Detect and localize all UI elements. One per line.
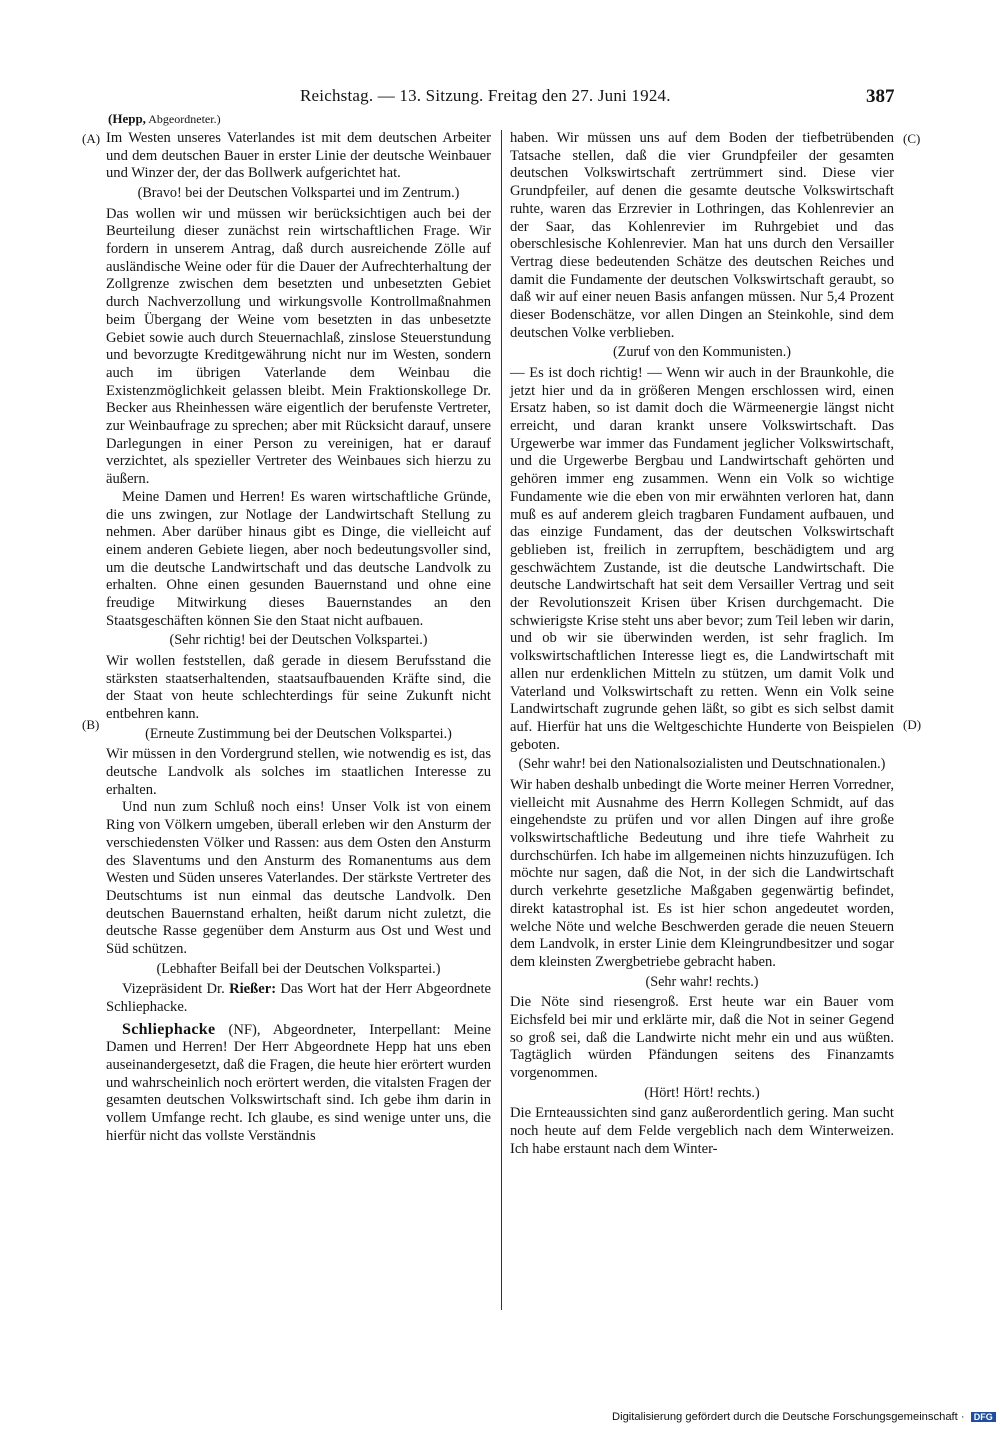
- right-paragraph-4: Die Nöte sind riesengroß. Erst heute war ein Bauer vom Eichsfeld bei mir und erklärte mir, daß die Not in seiner Gegend so groß sei, daß die Landwirte nicht mehr ein und aus wüßten. Tagtäglich würden Pfändungen seitens des Finanzamts vorgenommen.: [510, 994, 894, 1081]
- speaker-speech: (NF), Abgeordneter, Interpellant: Meine Damen und Herren! Der Herr Abgeordnete Hepp hat uns eben auseinandergesetzt, daß die Fragen, die heute hier erörtert wurden und wahrscheinlich noch erörtert werden, die vitalsten Fragen der gesamten deutschen Volkswirtschaft sind. Ich gebe ihm darin in vollem Umfange recht. Ich glaube, es sind wenige unter uns, die hierfür nicht das vollste Verständnis: [106, 1021, 491, 1144]
- left-paragraph-3: Meine Damen und Herren! Es waren wirtschaftliche Gründe, die uns zwingen, zur Notlage der Landwirtschaft Stellung zu nehmen. Aber darüber hinaus gibt es Dinge, die vielleicht auf einem anderen Gebiete liegen, aber noch bedeutungsvoller sind, um die deutsche Landwirtschaft und das deutsche Landvolk zu erhalten. Ohne einen gesunden Bauernstand und ohne eine freudige Mitwirkung dieses Bauernstandes an den Staatsgeschäften können Sie den Staat nicht aufbauen.: [106, 488, 491, 629]
- speaker-note-name: (Hepp,: [108, 111, 146, 126]
- left-interjection-3: (Erneute Zustimmung bei der Deutschen Volkspartei.): [145, 725, 452, 742]
- running-speaker-note: [108, 111, 221, 127]
- left-paragraph-2: Das wollen wir und müssen wir berücksichtigen auch bei der Beurteilung dieser zunächst rein wirtschaftlichen Frage. Wir fordern in unserem Antrag, daß durch ausreichende Zölle auf ausländische Weine oder für die Dauer der Aufrechterhaltung der Zollgrenze zwischen dem besetzten und unbesetzten Gebiet durch Nachverzollung und wirkungsvolle Kontrollmaßnahmen beim Übergang der Weine vom besetzten in das unbesetzte Gebiet sowie auch durch Steuernachlaß, zinslose Steuerstundung und bevorzugte Kreditgewährung nicht nur im Westen, sondern auch im übrigen Vaterlande dem Weinbau die Existenzmöglichkeit gelassen bleibt. Mein Fraktionskollege Dr. Becker aus Rheinhessen wäre eigentlich der berufenste Vertreter, zur Weinbaufrage zu sprechen; aber mit Rücksicht darauf, unsere Darlegungen in einer Person zu vereinigen, hat er darauf verzichtet, als spezieller Vertreter des Weinbaues sich hierzu zu äußern.: [106, 205, 491, 488]
- left-interjection-4: (Lebhafter Beifall bei der Deutschen Volkspartei.): [156, 960, 441, 977]
- margin-letter-d: (D): [903, 717, 922, 732]
- right-paragraph-5: Die Ernteaussichten sind ganz außerordentlich gering. Man sucht noch heute auf dem Felde vergeblich nach dem Winterweizen. Ich habe erstaunt nach dem Winter-: [510, 1105, 894, 1157]
- right-paragraph-3: Wir haben deshalb unbedingt die Worte meiner Herren Vorredner, vielleicht mit Ausnahme des Herrn Kollegen Schmidt, auf das eingehendste zu prüfen und vor allen Dingen auf ihre große volkswirtschaftliche Bedeutung und ihre tiefe Wahrheit zu durchschürfen. Ich habe im allgemeinen nichts hinzuzufügen. Ich möchte nur sagen, daß die Not, in der sich die Landwirtschaft durch verkehrte gesetzliche Maßgaben gegenwärtig befindet, direkt katastrophal ist. Es ist hier schon angedeutet worden, welche Nöte und welche Beschwerden gerade die neuen Steuern dem Landvolk, in erster Linie dem Kleingrundbesitzer und sogar dem kleinsten Zwergbetriebe gebracht haben.: [510, 776, 894, 970]
- left-paragraph-7: [106, 981, 491, 1016]
- dfg-logo: DFG: [971, 1412, 996, 1422]
- margin-letter-a: (A): [82, 131, 101, 146]
- right-interjection-4: (Hört! Hört! rechts.): [644, 1084, 760, 1101]
- left-column: [106, 130, 491, 1146]
- vice-president-name: Rießer:: [229, 981, 277, 998]
- column-divider: [501, 130, 502, 1310]
- left-paragraph-4: Wir wollen feststellen, daß gerade in diesem Berufsstand die stärksten staatserhaltenden, staatsaufbauenden Kräfte sind, die der Staat von heute schlechterdings für seine Zukunft nicht entbehren kann.: [106, 652, 491, 723]
- right-column: [510, 130, 894, 1158]
- right-interjection-1: (Zuruf von den Kommunisten.): [612, 344, 792, 361]
- left-paragraph-8: [106, 1021, 491, 1146]
- left-paragraph-6: Und nun zum Schluß noch eins! Unser Volk ist von einem Ring von Völkern umgeben, überall erleben wir den Ansturm der verschiedensten Völker und Rassen: aus dem Osten den Ansturm des Slaventums und den Ansturm des Romanentums aus dem Westen und Süden unseres Vaterlandes. Der stärkste Vertreter des Deutschtums ist nun einmal das deutsche Landvolk. Den deutschen Bauernstand erhalten, heißt darum nicht zuletzt, die deutsche Rasse gegenüber dem Ansturm aus Ost und West und Süd schützen.: [106, 799, 491, 958]
- right-interjection-2: (Sehr wahr! bei den Nationalsozialisten und Deutschnationalen.): [518, 756, 886, 773]
- right-interjection-3: (Sehr wahr! rechts.): [645, 973, 759, 990]
- left-paragraph-5: Wir müssen in den Vordergrund stellen, wie notwendig es ist, das deutsche Landvolk als solches im staatlichen Interesse zu erhalten.: [106, 746, 491, 798]
- vice-president-title: Vizepräsident Dr.: [122, 981, 225, 998]
- page-number: 387: [866, 86, 895, 107]
- page-header: [0, 86, 1000, 110]
- margin-letter-c: (C): [903, 131, 921, 146]
- header-title: Reichstag. — 13. Sitzung. Freitag den 27. Juni 1924.: [300, 86, 671, 105]
- speaker-note-role: Abgeordneter.): [148, 112, 221, 126]
- footer-text: Digitalisierung gefördert durch die Deutsche Forschungsgemeinschaft ·: [612, 1411, 965, 1423]
- right-paragraph-2: — Es ist doch richtig! — Wenn wir auch in der Braunkohle, die jetzt hier und da in größeren Mengen erschlossen wird, einen Ersatz haben, so ist damit doch die Wärmeenergie längst nicht erreicht, und daran krankt unsere Volkswirtschaft. Das Urgewerbe war immer das Fundament jeglicher Volkswirtschaft, und die Urgewerbe Bergbau und Landwirtschaft gehörten und gehören immer eng zusammen. Wenn ein Volk so wichtige Fundamente wie die eben von mir erwähnten verloren hat, dann muß es auf anderem gleich tragbaren Fundament aufbauen, und das einzige Fundament, das der deutschen Volkswirtschaft geblieben ist, freilich in zerrupftem, beschädigtem und arg geschwächtem Zustande, ist die deutsche Landwirtschaft. Die deutsche Landwirtschaft hat seit dem Versailler Vertrag und seit der Revolutionszeit Krisen über Krisen durchgemacht. Die schwierigste Krise steht uns aber bevor; zum Teil leben wir darin, und ob wir sie überwinden werden, ist sehr fraglich. Im volkswirtschaftlichen Interesse liegt es, die Landwirtschaft mit allen nur erdenklichen Mitteln zu stützen, um damit Volk und Vaterland und Volkswirtschaft zu retten. Wenn ein Volk seine Landwirtschaft zugrunde gehen läßt, so gibt es sich selbst damit auf. Hierfür hat uns die Weltgeschichte Hunderte von Beispielen geboten.: [510, 364, 894, 753]
- left-interjection-1: (Bravo! bei der Deutschen Volkspartei und im Zentrum.): [137, 185, 460, 202]
- margin-letter-b: (B): [82, 717, 100, 732]
- left-interjection-2: (Sehr richtig! bei der Deutschen Volkspartei.): [169, 632, 428, 649]
- left-paragraph-1: Im Westen unseres Vaterlandes ist mit dem deutschen Arbeiter und dem deutschen Bauer in erster Linie der deutsche Weinbauer und Winzer der, der das Bollwerk aufgerichtet hat.: [106, 130, 491, 182]
- digitization-footer: [612, 1411, 996, 1423]
- right-paragraph-1: haben. Wir müssen uns auf dem Boden der tiefbetrübenden Tatsache stellen, daß die vier Grundpfeiler der gesamten deutschen Volkswirtschaft zertrümmert sind. Diese vier Grundpfeiler, auf denen die gesamte deutsche Volkswirtschaft ruhte, waren das Erzrevier in Lothringen, das Kohlenrevier an der Saar, das Kohlenrevier im Ruhrgebiet und das oberschlesische Kohlenrevier. Man hat uns durch den Versailler Vertrag diese bedeutenden Schätze des deutschen Reiches und damit die Fundamente der deutschen Volkswirtschaft geraubt, so daß wir auf einer neuen Basis anfangen müssen. Nur 5,4 Prozent dieser Bodenschätze, vor allen Dingen an Steinkohle, sind dem deutschen Volke verblieben.: [510, 130, 894, 341]
- speaker-name: Schliephacke: [122, 1020, 216, 1038]
- vice-president-statement: Das Wort hat der Herr Abgeordnete Schliephacke.: [106, 981, 492, 1015]
